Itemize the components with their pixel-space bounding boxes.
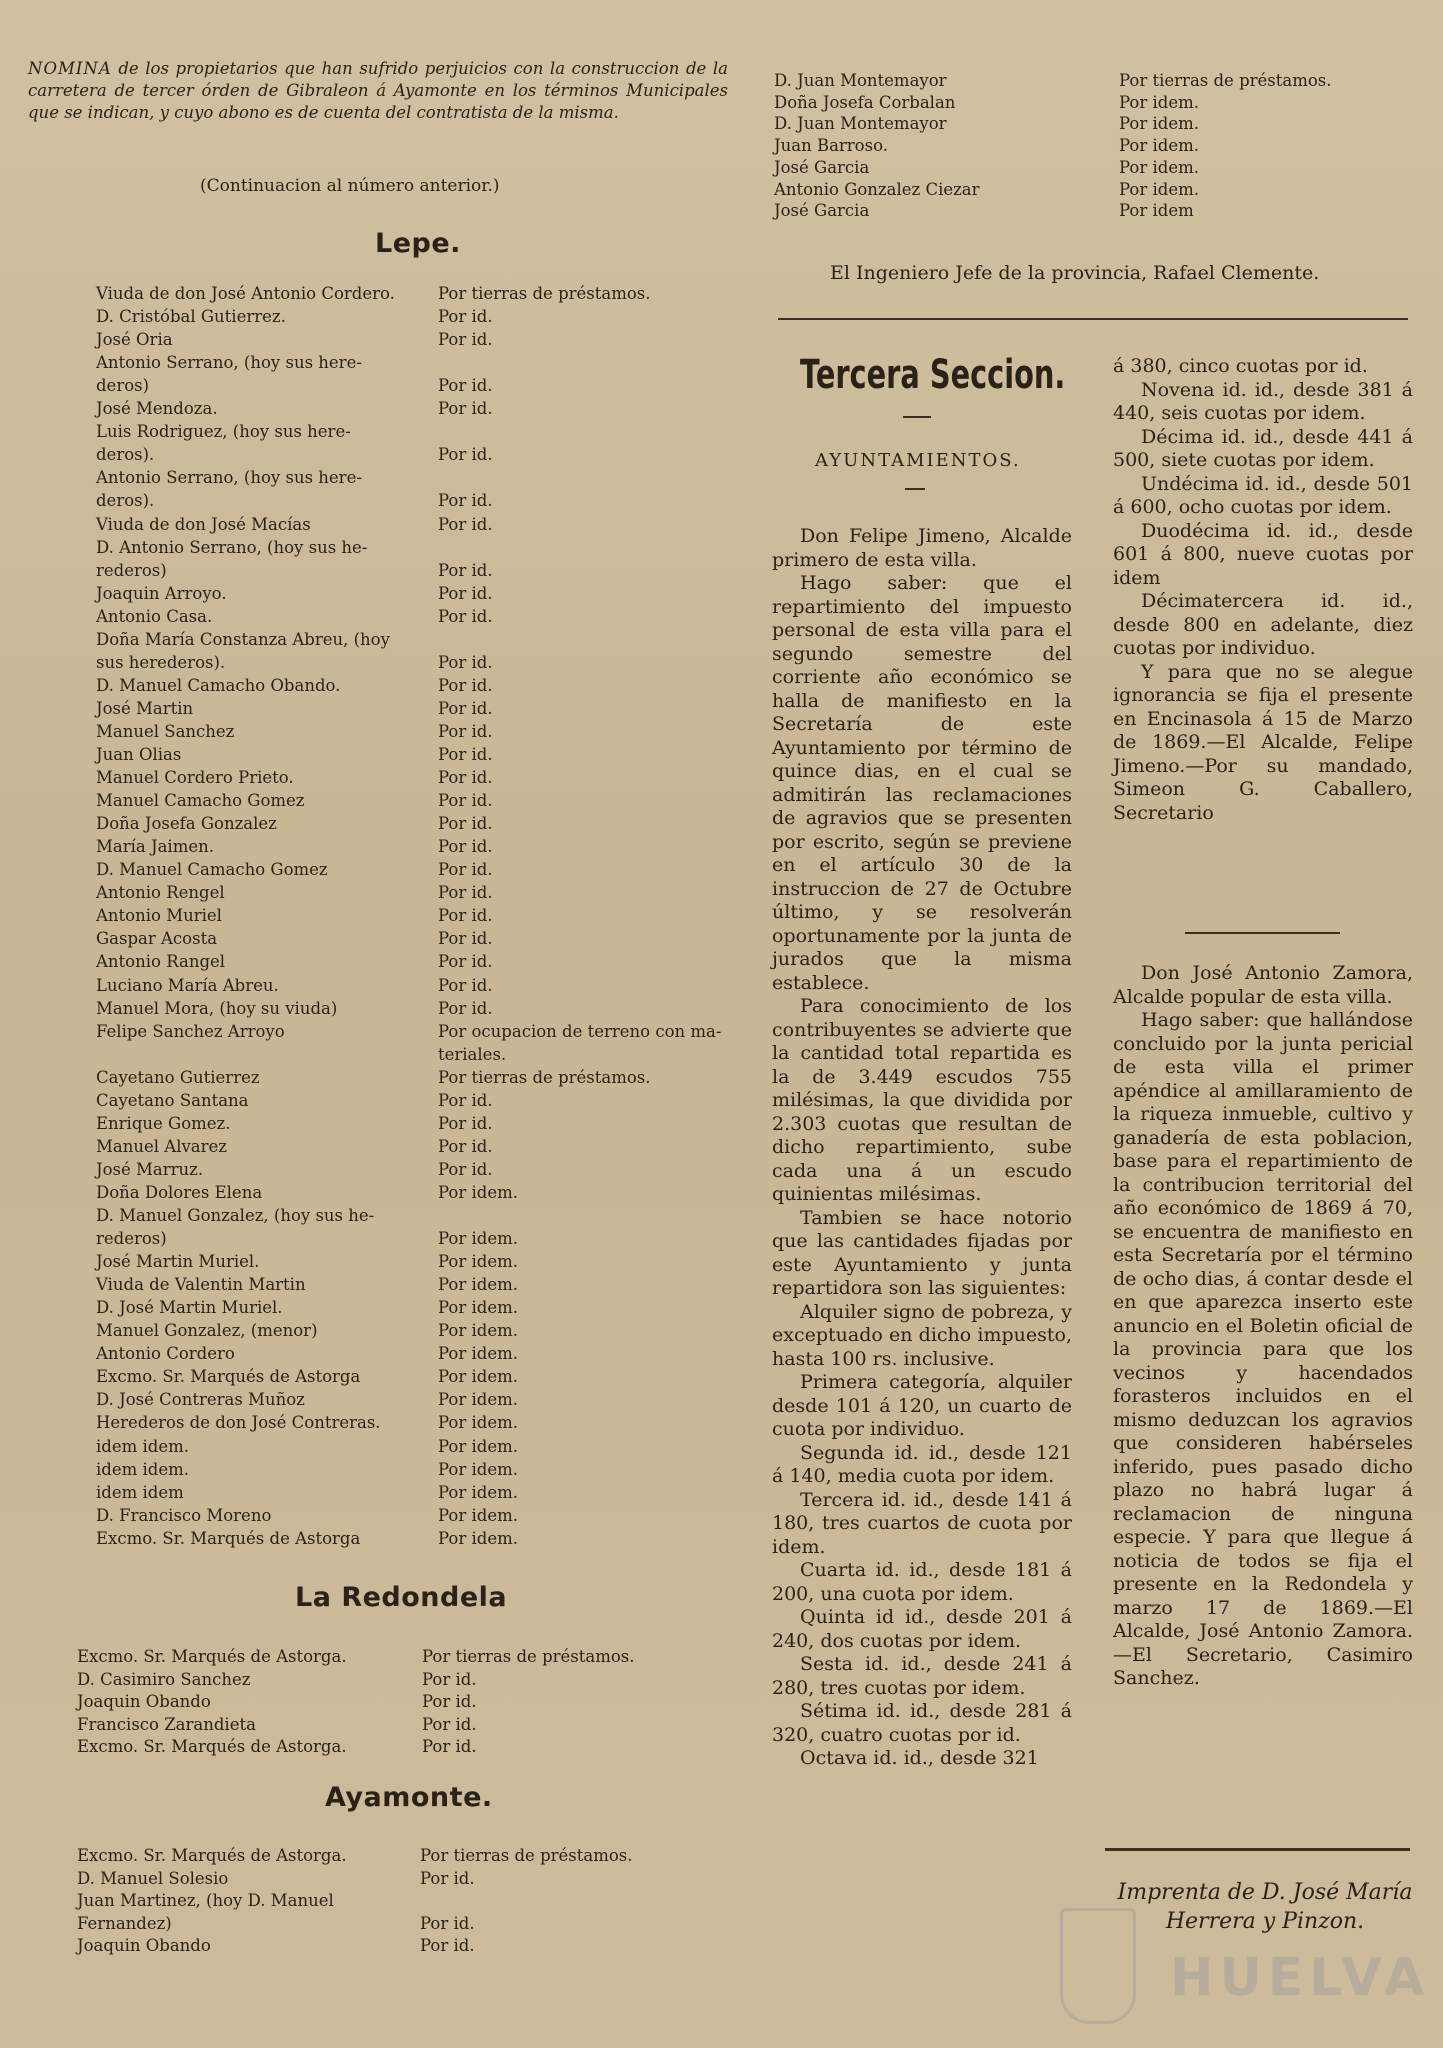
owner-name: deros). — [96, 445, 155, 465]
section-title: Tercera Seccion. — [800, 352, 1066, 398]
continuation-note: (Continuacion al número anterior.) — [200, 176, 500, 196]
damage-description: Por id. — [438, 1136, 493, 1156]
owner-name: idem idem. — [96, 1436, 189, 1456]
owner-name: Excmo. Sr. Marqués de Astorga. — [77, 1647, 347, 1666]
owner-name: D. Cristóbal Gutierrez. — [96, 307, 286, 327]
damage-description: Por id. — [438, 837, 493, 857]
damage-description: Por id. — [438, 952, 493, 972]
damage-description: Por id. — [422, 1714, 477, 1734]
damage-description: Por id. — [438, 445, 493, 465]
owner-name: deros). — [96, 491, 155, 511]
paragraph: Hago saber: que hallándose concluido por la junta pericial de esta villa el primer apéndice al amillaramiento de la riqueza inmueble, cultivo y ganadería de esta poblacion, base para el repartimiento de la contribucion territorial del año económico de 1869 á 70, se encuentra de manifiesto en esta Secretaría por el término de ocho dias, á contar desde el en que aparezca inserto este anuncio en el Boletin oficial de la provincia para que los vecinos y hacendados forasteros incluidos en el mismo deduzcan los agravios que consideren habérseles inferido, pues pasado dicho plazo no habrá lugar á reclamacion de ninguna especie. Y para que llegue á noticia de todos se fija el presente en la Redondela y marzo 17 de 1869.—El Alcalde, José Antonio Zamora.—El Secretario, Casimiro Sanchez. — [1113, 1009, 1413, 1689]
paragraph: Sesta id. id., desde 241 á 280, tres cuotas por idem. — [772, 1653, 1072, 1699]
damage-description: Por tierras de préstamos. — [420, 1846, 633, 1865]
damage-description: Por ocupacion de terreno con ma- — [438, 1021, 722, 1041]
owner-name: D. Juan Montemayor — [774, 114, 947, 134]
owner-name: Excmo. Sr. Marqués de Astorga — [96, 1367, 361, 1387]
owner-name: Juan Barroso. — [774, 136, 888, 156]
owner-name: Doña María Constanza Abreu, (hoy — [96, 629, 390, 649]
damage-description: teriales. — [438, 1044, 507, 1064]
library-watermark — [1060, 1908, 1431, 2028]
owner-name: Viuda de don José Macías — [96, 514, 311, 534]
owner-name: Luis Rodriguez, (hoy sus here- — [96, 422, 351, 442]
damage-description: Por id. — [420, 1936, 475, 1956]
damage-description: Por idem. — [438, 1436, 518, 1456]
owner-name: Juan Olias — [96, 745, 182, 764]
owner-name: Doña Dolores Elena — [96, 1182, 263, 1202]
paragraph: á 380, cinco cuotas por id. — [1113, 355, 1368, 377]
owner-name: rederos) — [96, 1229, 167, 1249]
damage-description: Por idem. — [1119, 157, 1199, 177]
owner-name: D. Manuel Solesio — [77, 1868, 229, 1888]
paragraph: Don Felipe Jimeno, Alcalde primero de esta villa. — [772, 525, 1072, 571]
paragraph: Tercera id. id., desde 141 á 180, tres cuartos de cuota por idem. — [772, 1488, 1072, 1558]
owner-name: sus herederos). — [96, 652, 226, 672]
damage-description: Por id. — [438, 906, 493, 926]
engineer-signature: El Ingeniero Jefe de la provincia, Rafael Clemente. — [830, 262, 1320, 284]
owner-name: D. Manuel Camacho Obando. — [96, 675, 341, 695]
owner-name: Viuda de don José Antonio Cordero. — [96, 284, 395, 303]
damage-description: Por idem — [1119, 201, 1194, 221]
damage-description: Por tierras de préstamos. — [422, 1647, 635, 1666]
owner-name: Felipe Sanchez Arroyo — [96, 1021, 285, 1041]
owner-name: Doña Josefa Corbalan — [774, 92, 956, 112]
owner-name: D. Juan Montemayor — [774, 71, 947, 90]
damage-description: Por idem. — [438, 1182, 518, 1202]
owner-name: Fernandez) — [77, 1913, 172, 1933]
owner-name: Joaquin Obando — [77, 1692, 211, 1712]
damage-description: Por idem. — [438, 1275, 518, 1295]
damage-description: Por idem. — [438, 1229, 518, 1249]
owner-name: José Mendoza. — [96, 399, 218, 419]
damage-description: Por id. — [438, 791, 493, 811]
damage-description: Por id. — [438, 514, 493, 534]
owner-name: Manuel Mora, (hoy su viuda) — [96, 998, 338, 1018]
damage-description: Por idem. — [1119, 92, 1199, 112]
owner-name: Excmo. Sr. Marqués de Astorga. — [77, 1846, 347, 1865]
paragraph: Cuarta id. id., desde 181 á 200, una cuota por idem. — [772, 1559, 1072, 1605]
owner-name: Joaquin Arroyo. — [96, 583, 227, 603]
owner-name: Viuda de Valentin Martin — [96, 1275, 306, 1295]
paragraph: Tambien se hace notorio que las cantidades fijadas por este Ayuntamiento y junta repartidora son las siguientes: — [772, 1206, 1072, 1299]
damage-description: Por id. — [438, 1113, 493, 1133]
owner-name: Juan Martinez, (hoy D. Manuel — [77, 1891, 334, 1911]
owner-name: Francisco Zarandieta — [77, 1714, 256, 1734]
owner-name: Manuel Alvarez — [96, 1136, 227, 1156]
section-subtitle: AYUNTAMIENTOS. — [815, 450, 1021, 471]
owner-name: idem idem — [96, 1482, 184, 1502]
intro-paragraph — [28, 58, 728, 124]
damage-description: Por id. — [438, 675, 493, 695]
damage-description: Por idem. — [438, 1482, 518, 1502]
owner-name: Manuel Gonzalez, (menor) — [96, 1321, 318, 1341]
intro-text: de los propietarios que han sufrido perjuicios con la construccion de la carretera de tercer órden de Gibraleon á Ayamonte en los términos Municipales que se indican, y cuyo abono es de cuenta del contratista de la misma. — [28, 59, 728, 122]
paragraph: Décimatercera id. id., desde 800 en adelante, diez cuotas por individuo. — [1113, 590, 1413, 659]
owner-name: Doña Josefa Gonzalez — [96, 814, 277, 834]
damage-description: Por id. — [438, 814, 493, 834]
damage-description: Por idem. — [438, 1252, 518, 1272]
owner-name: rederos) — [96, 560, 167, 580]
owner-name: Manuel Sanchez — [96, 721, 235, 741]
damage-description: Por idem. — [1119, 114, 1199, 134]
imprenta-credit: Imprenta de D. José María Herrera y Pinzon. — [1117, 1880, 1413, 1934]
notice-encinasola — [772, 525, 1072, 1771]
damage-description: Por id. — [438, 376, 493, 396]
damage-description: Por id. — [438, 606, 493, 626]
damage-description: Por id. — [438, 929, 493, 949]
damage-description: Por id. — [438, 883, 493, 903]
damage-description: Por id. — [438, 768, 493, 788]
owner-name: Antonio Rengel — [96, 883, 225, 903]
damage-description: Por id. — [438, 491, 493, 511]
damage-description: Por id. — [438, 560, 493, 580]
paragraph: Octava id. id., desde 321 — [800, 1747, 1039, 1769]
paragraph: Hago saber: que el repartimiento del impuesto personal de esta villa para el segundo semestre del corriente año económico se halla de manifiesto en la Secretaría de este Ayuntamiento por término de quince dias, en el cual se admitirán las reclamaciones de agravios que se presenten por escrito, según se previene en el artículo 30 de la instruccion de 27 de Octubre último, y se resolverán oportunamente por la junta de jurados que la misma establece. — [772, 572, 1072, 994]
town-title-ayamonte: Ayamonte. — [325, 1782, 493, 1813]
damage-description: Por idem. — [438, 1505, 518, 1525]
damage-description: Por tierras de préstamos. — [1119, 71, 1332, 90]
damage-description: Por id. — [422, 1692, 477, 1712]
owner-name: idem idem. — [96, 1459, 189, 1479]
paragraph: Undécima id. id., desde 501 á 600, ocho cuotas por idem. — [1113, 472, 1413, 518]
owner-name: Cayetano Santana — [96, 1090, 249, 1110]
damage-description: Por idem. — [438, 1298, 518, 1318]
intro-title: NOMINA — [28, 59, 112, 78]
owner-name: José Marruz. — [96, 1159, 204, 1179]
owner-name: Manuel Camacho Gomez — [96, 791, 305, 811]
damage-description: Por id. — [438, 1090, 493, 1110]
owner-name: Antonio Casa. — [96, 606, 213, 626]
damage-description: Por id. — [438, 860, 493, 880]
paragraph: Duodécima id. id., desde 601 á 800, nueve cuotas por idem — [1113, 519, 1413, 589]
title-dash — [903, 416, 931, 418]
paragraph: Segunda id. id., desde 121 á 140, media cuota por idem. — [772, 1441, 1072, 1487]
owner-name: D. Manuel Gonzalez, (hoy sus he- — [96, 1206, 375, 1225]
damage-description: Por id. — [438, 583, 493, 603]
paragraph: Alquiler signo de pobreza, y exceptuado en dicho impuesto, hasta 100 rs. inclusive. — [772, 1300, 1072, 1370]
paragraph: Quinta id id., desde 201 á 240, dos cuotas por idem. — [772, 1606, 1072, 1652]
owner-name: Manuel Cordero Prieto. — [96, 768, 294, 788]
paragraph: Sétima id. id., desde 281 á 320, cuatro cuotas por id. — [772, 1700, 1072, 1746]
town-title-lepe: Lepe. — [375, 228, 461, 259]
damage-description: Por idem. — [438, 1344, 518, 1364]
damage-description: Por id. — [422, 1737, 477, 1757]
damage-description: Por id. — [438, 330, 493, 350]
owner-name: Antonio Cordero — [96, 1344, 235, 1364]
damage-description: Por id. — [438, 698, 493, 718]
paragraph: Novena id. id., desde 381 á 440, seis cuotas por idem. — [1113, 378, 1413, 424]
owner-name: José Martin Muriel. — [96, 1252, 260, 1272]
owner-name: José Martin — [96, 698, 194, 718]
owner-name: Antonio Gonzalez Ciezar — [774, 179, 980, 199]
damage-description: Por id. — [420, 1868, 475, 1888]
owner-name: D. Antonio Serrano, (hoy sus he- — [96, 537, 368, 557]
owner-name: Luciano María Abreu. — [96, 975, 279, 995]
owner-name: José Garcia — [774, 157, 870, 177]
owner-name: Antonio Rangel — [96, 952, 226, 972]
paragraph: Décima id. id., desde 441 á 500, siete cuotas por idem. — [1113, 425, 1413, 471]
owner-name: Cayetano Gutierrez — [96, 1067, 260, 1087]
damage-description: Por idem. — [438, 1321, 518, 1341]
damage-description: Por id. — [438, 307, 493, 327]
owner-name: D. José Contreras Muñoz — [96, 1390, 305, 1410]
damage-description: Por tierras de préstamos. — [438, 284, 651, 303]
damage-description: Por idem. — [438, 1367, 518, 1387]
notice-encinasola-cont — [1113, 355, 1413, 825]
damage-description: Por idem. — [438, 1390, 518, 1410]
section-rule — [778, 318, 1408, 320]
owner-name: José Garcia — [774, 201, 870, 221]
notice-divider — [1185, 932, 1340, 934]
damage-description: Por id. — [438, 652, 493, 672]
watermark-text: HUELVA — [1170, 1948, 1431, 2008]
paragraph: Y para que no se alegue ignorancia se fija el presente en Encinasola á 15 de Marzo de 1869.—El Alcalde, Felipe Jimeno.—Por su mandado, Simeon G. Caballero, Secretario — [1113, 660, 1413, 824]
damage-description: Por id. — [438, 399, 493, 419]
footer-rule — [1105, 1848, 1410, 1851]
paragraph: Primera categoría, alquiler desde 101 á 120, un cuarto de cuota por individuo. — [772, 1371, 1072, 1440]
damage-description: Por tierras de préstamos. — [438, 1067, 651, 1087]
damage-description: Por idem. — [1119, 136, 1199, 156]
owner-name: D. Manuel Camacho Gomez — [96, 860, 328, 880]
damage-description: Por id. — [438, 1159, 493, 1179]
owner-name: Herederos de don José Contreras. — [96, 1413, 381, 1433]
damage-description: Por id. — [438, 721, 493, 741]
owner-name: D. Francisco Moreno — [96, 1505, 272, 1525]
damage-description: Por idem. — [438, 1528, 518, 1548]
owner-name: María Jaimen. — [96, 837, 214, 857]
owner-name: Antonio Serrano, (hoy sus here- — [96, 353, 362, 373]
damage-description: Por idem. — [438, 1413, 518, 1433]
owner-name: Enrique Gomez. — [96, 1113, 231, 1133]
damage-description: Por id. — [438, 975, 493, 995]
damage-description: Por id. — [420, 1913, 475, 1933]
notice-redondela — [1113, 962, 1413, 1691]
owner-name: D. Casimiro Sanchez — [77, 1669, 251, 1689]
damage-description: Por idem. — [1119, 179, 1199, 199]
paragraph: Para conocimiento de los contribuyentes se advierte que la cantidad total repartida es la de 3.449 escudos 755 milésimas, la que dividida por 2.303 cuotas que resultan de dicho repartimiento, sube cada una á un escudo quinientas milésimas. — [772, 995, 1072, 1205]
damage-description: Por id. — [422, 1669, 477, 1689]
owner-name: Antonio Muriel — [96, 906, 222, 926]
damage-description: Por id. — [438, 998, 493, 1018]
owner-name: Excmo. Sr. Marqués de Astorga — [96, 1528, 361, 1548]
watermark-emblem-icon — [1060, 1908, 1136, 2024]
town-title-redondela: La Redondela — [295, 1582, 508, 1613]
owner-name: Gaspar Acosta — [96, 929, 218, 949]
paragraph: Don José Antonio Zamora, Alcalde popular de esta villa. — [1113, 962, 1413, 1008]
damage-description: Por id. — [438, 745, 493, 764]
owner-name: José Oria — [96, 330, 173, 350]
owner-name: Excmo. Sr. Marqués de Astorga. — [77, 1737, 347, 1757]
damage-description: Por idem. — [438, 1459, 518, 1479]
owner-name: Antonio Serrano, (hoy sus here- — [96, 468, 362, 488]
owner-name: Joaquin Obando — [77, 1936, 211, 1956]
owner-name: D. José Martin Muriel. — [96, 1298, 283, 1318]
subtitle-dash — [905, 488, 925, 490]
owner-name: deros) — [96, 376, 150, 396]
